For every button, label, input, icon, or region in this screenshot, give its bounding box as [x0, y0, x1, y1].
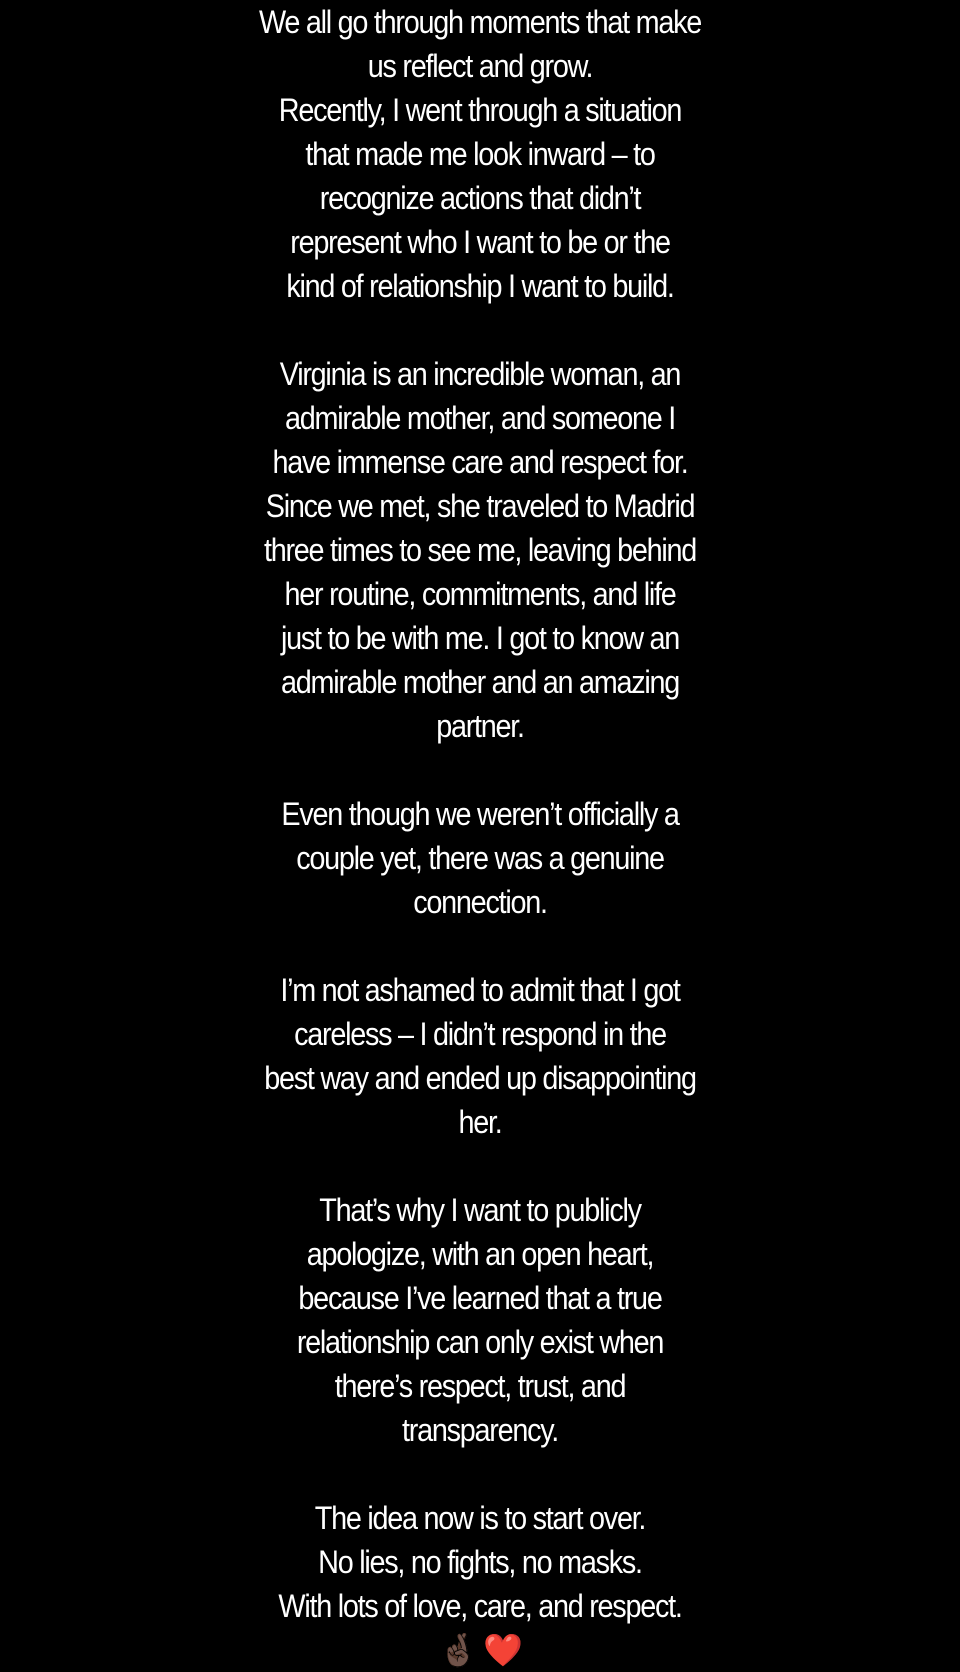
story-line: admirable mother, and someone I: [284, 400, 675, 436]
story-line: best way and ended up disappointing: [264, 1060, 696, 1096]
story-line: recognize actions that didn’t: [319, 180, 641, 216]
story-line: We all go through moments that make: [258, 4, 702, 40]
story-line: couple yet, there was a genuine: [296, 840, 664, 876]
story-text-block: [210, 0, 750, 1672]
story-line: transparency.: [402, 1412, 558, 1448]
story-line: Recently, I went through a situation: [278, 92, 682, 128]
story-line: three times to see me, leaving behind: [263, 532, 697, 568]
paragraph-spacer: [210, 308, 750, 352]
story-paragraph: [210, 968, 750, 1144]
story-line: kind of relationship I want to build.: [286, 268, 674, 304]
story-line: us reflect and grow.: [367, 48, 593, 84]
story-line: represent who I want to be or the: [290, 224, 670, 260]
story-line: relationship can only exist when: [296, 1324, 664, 1360]
paragraph-spacer: [210, 1452, 750, 1496]
story-paragraph: [210, 0, 750, 308]
story-paragraph: [210, 1496, 750, 1628]
story-line: I’m not ashamed to admit that I got: [280, 972, 680, 1008]
paragraph-spacer: [210, 1144, 750, 1188]
story-line: With lots of love, care, and respect.: [278, 1588, 682, 1624]
story-paragraph: [210, 792, 750, 924]
story-paragraph: [210, 352, 750, 748]
story-line: Since we met, she traveled to Madrid: [265, 488, 695, 524]
crossed-fingers-icon: 🤞🏿: [438, 1632, 478, 1668]
story-line: careless – I didn’t respond in the: [294, 1016, 666, 1052]
story-line: That’s why I want to publicly: [319, 1192, 641, 1228]
paragraph-spacer: [210, 924, 750, 968]
paragraph-spacer: [210, 748, 750, 792]
story-line: just to be with me. I got to know an: [280, 620, 680, 656]
emoji-row: [180, 1628, 779, 1672]
story-paragraph: [210, 1188, 750, 1452]
story-line: partner.: [436, 708, 524, 744]
story-line: have immense care and respect for.: [272, 444, 688, 480]
story-line: her.: [458, 1104, 502, 1140]
story-line: Even though we weren’t officially a: [281, 796, 679, 832]
story-line: that made me look inward – to: [305, 136, 655, 172]
story-line: Virginia is an incredible woman, an: [279, 356, 681, 392]
story-line: The idea now is to start over.: [314, 1500, 646, 1536]
story-line: No lies, no fights, no masks.: [318, 1544, 642, 1580]
story-line: there’s respect, trust, and: [334, 1368, 626, 1404]
story-line: her routine, commitments, and life: [284, 576, 676, 612]
story-line: connection.: [413, 884, 547, 920]
story-line: apologize, with an open heart,: [306, 1236, 654, 1272]
story-line: admirable mother and an amazing: [281, 664, 679, 700]
red-heart-icon: ❤️: [482, 1632, 522, 1668]
story-line: because I’ve learned that a true: [298, 1280, 662, 1316]
